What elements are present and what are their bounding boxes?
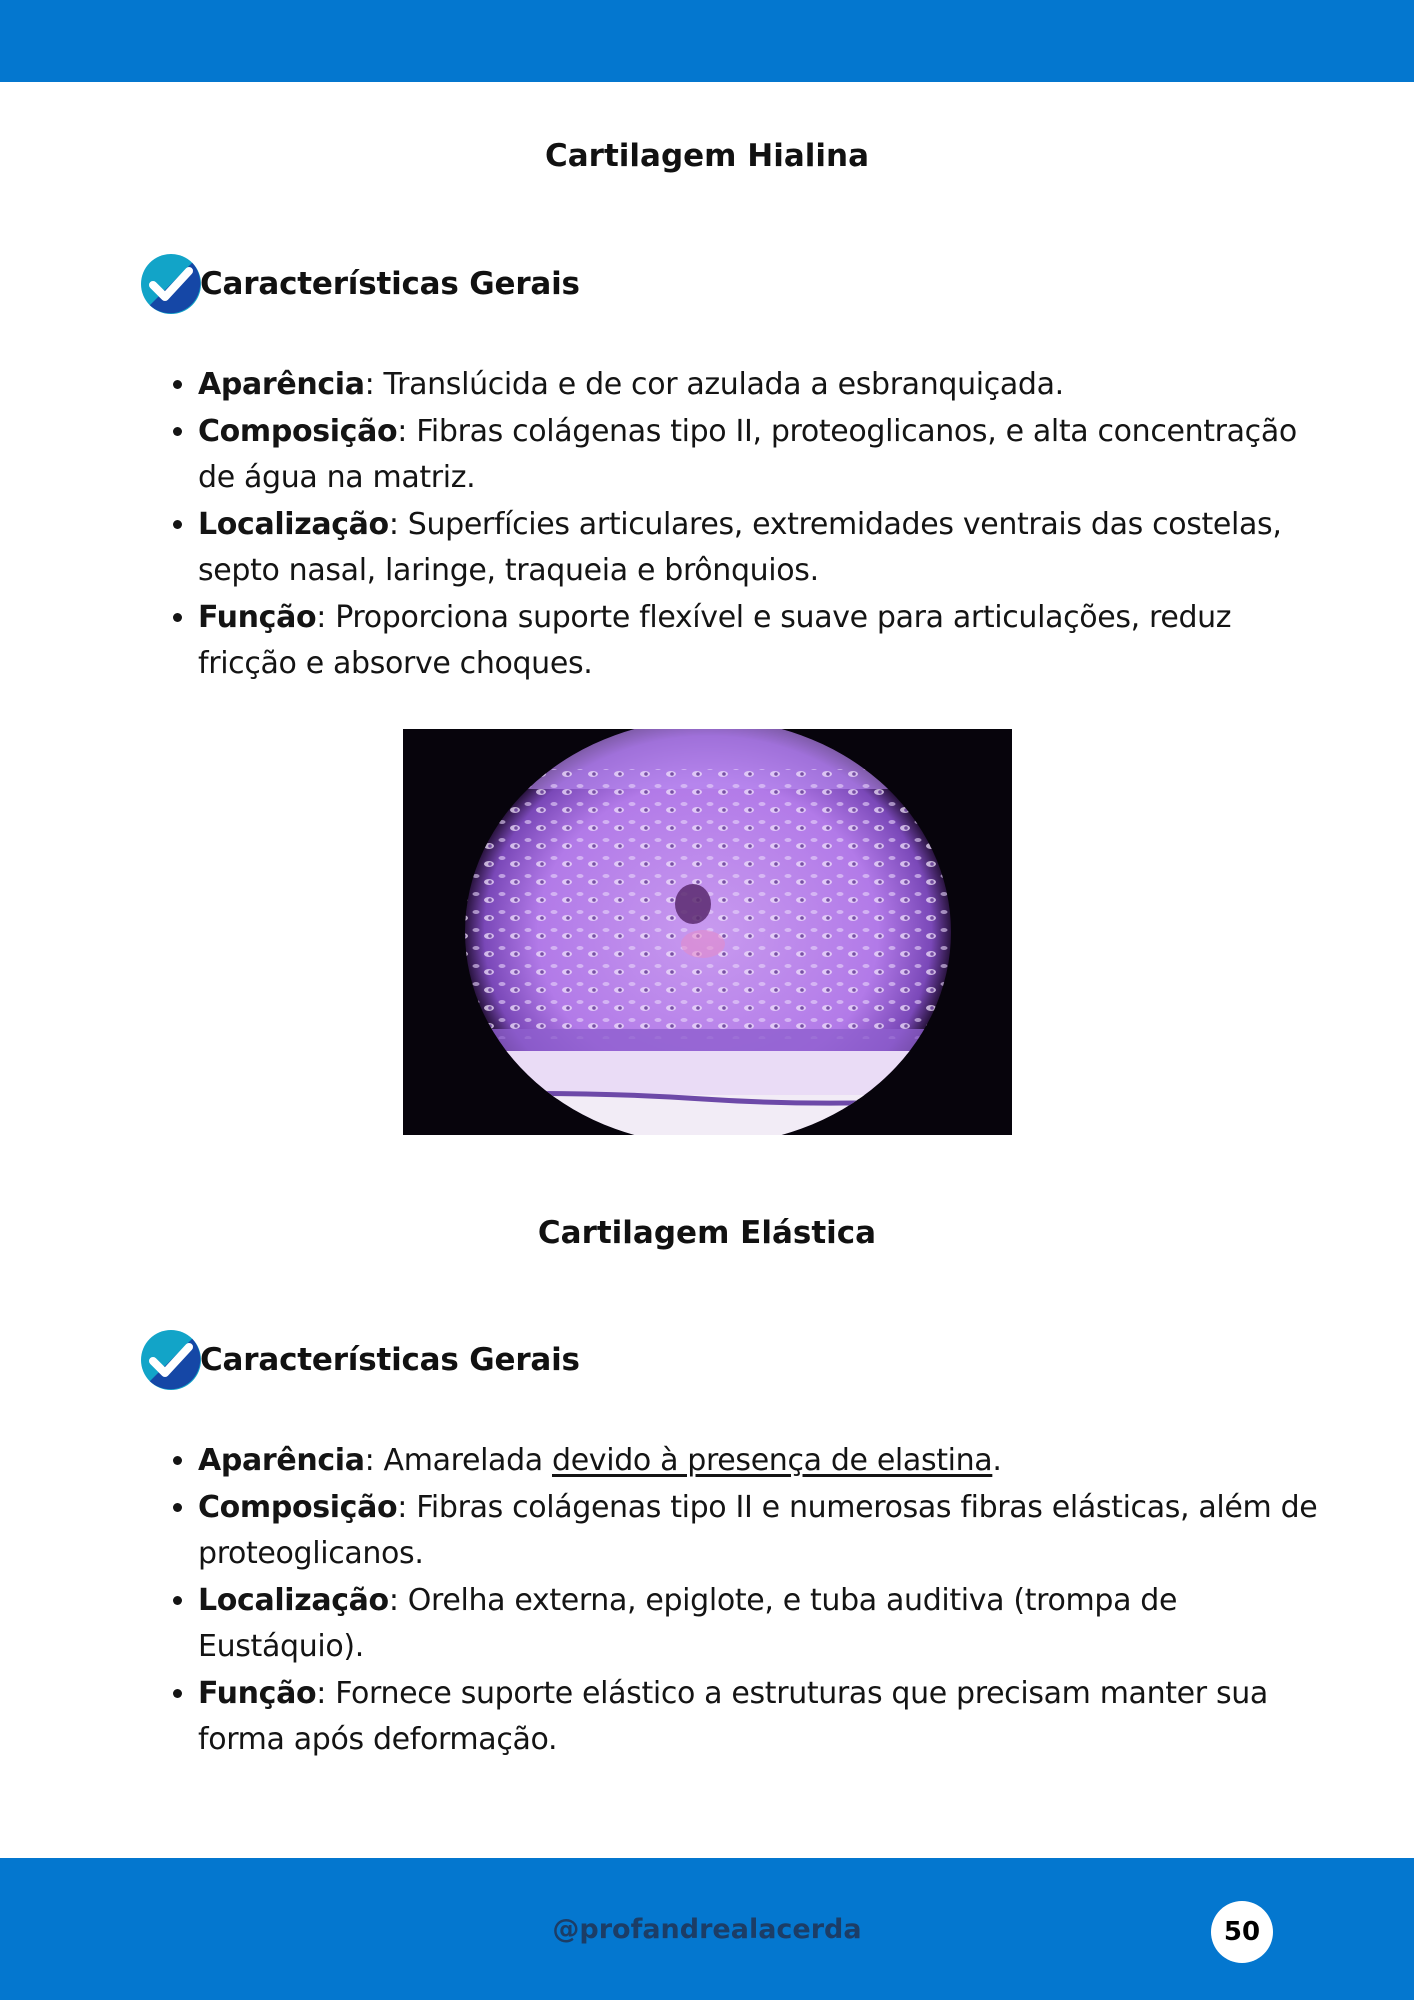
social-handle: @profandrealacerda <box>552 1914 862 1945</box>
heading-label: Características Gerais <box>200 1342 580 1378</box>
heading-characteristics-elastic <box>140 1329 580 1391</box>
section-title-elastic: Cartilagem Elástica <box>537 1215 877 1251</box>
item-text: : Orelha externa, epiglote, e tuba auditiva (trompa de Eustáquio). <box>198 1582 1178 1664</box>
item-term: Localização <box>198 1582 389 1618</box>
item-text: : Fibras colágenas tipo II e numerosas fibras elásticas, além de proteoglicanos. <box>198 1489 1318 1571</box>
list-item <box>198 1578 1318 1671</box>
list-item <box>198 1485 1318 1578</box>
item-text: : Fornece suporte elástico a estruturas que precisam manter sua forma após deformação. <box>198 1675 1268 1757</box>
list-item <box>198 595 1318 688</box>
item-text-end: . <box>992 1443 1002 1478</box>
list-item <box>198 362 1318 409</box>
item-term: Função <box>198 599 317 635</box>
item-text: : Amarelada <box>364 1443 552 1478</box>
heading-characteristics-hyaline <box>140 253 580 315</box>
section-title-hyaline: Cartilagem Hialina <box>545 138 869 174</box>
check-badge-icon <box>140 253 202 315</box>
item-text: : Proporciona suporte flexível e suave para articulações, reduz fricção e absorve choques. <box>198 599 1232 681</box>
item-term: Aparência <box>198 1443 365 1478</box>
list-item <box>198 1438 1318 1485</box>
header-band <box>0 0 1414 82</box>
list-item <box>198 1671 1318 1764</box>
item-text: : Superfícies articulares, extremidades ventrais das costelas, septo nasal, laringe, traqueia e brônquios. <box>198 506 1282 588</box>
underlined-phrase: devido à presença de elastina <box>552 1443 993 1478</box>
heading-label: Características Gerais <box>200 266 580 302</box>
item-text: : Fibras colágenas tipo II, proteoglicanos, e alta concentração de água na matriz. <box>198 413 1297 495</box>
elastic-feature-list <box>150 1438 1318 1764</box>
check-badge-icon <box>140 1329 202 1391</box>
page-number-badge: 50 <box>1211 1901 1273 1963</box>
hyaline-feature-list <box>150 362 1318 688</box>
list-item <box>198 502 1318 595</box>
item-term: Composição <box>198 413 398 449</box>
item-term: Composição <box>198 1489 398 1525</box>
item-term: Função <box>198 1675 317 1711</box>
item-term: Aparência <box>198 367 365 402</box>
item-text: : Translúcida e de cor azulada a esbranquiçada. <box>364 367 1064 402</box>
item-term: Localização <box>198 506 389 542</box>
list-item <box>198 409 1318 502</box>
micrograph-hyaline-cartilage <box>403 729 1012 1135</box>
